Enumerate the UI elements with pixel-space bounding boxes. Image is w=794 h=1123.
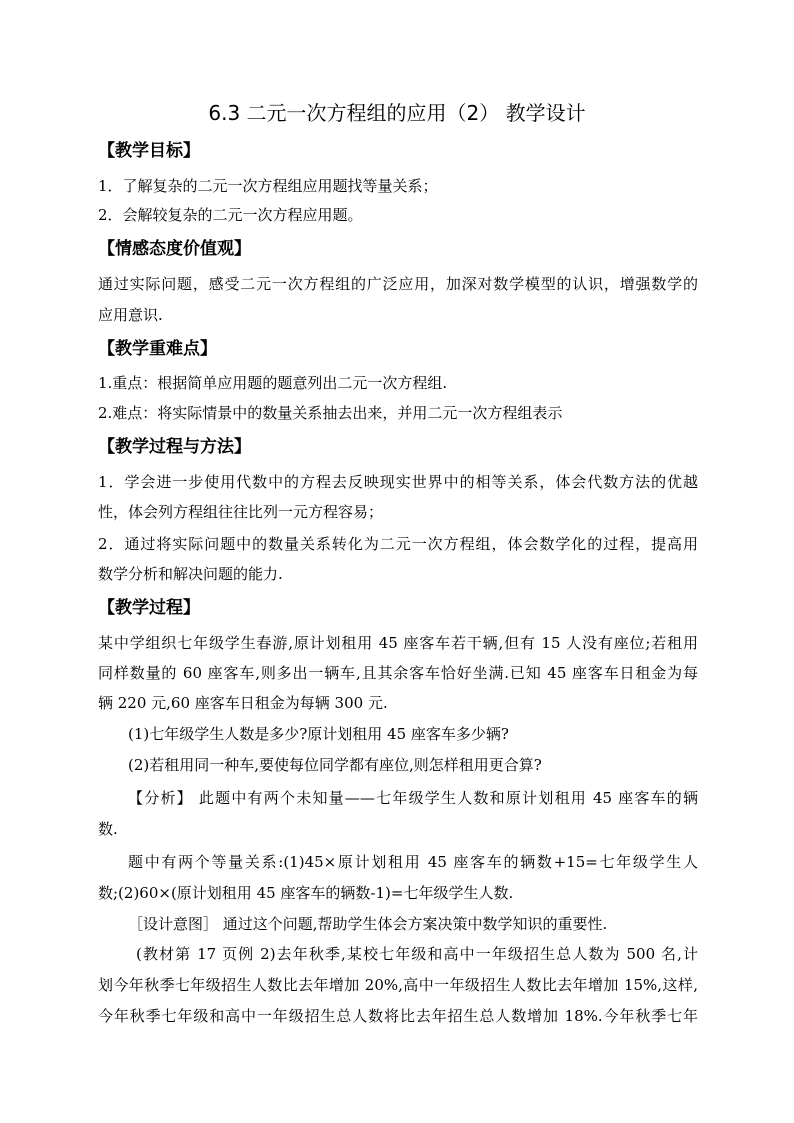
page-title: 6.3 二元一次方程组的应用（2） 教学设计 — [208, 101, 586, 125]
heading-emotion: 【情感态度价值观】 — [98, 239, 251, 259]
paragraph-line-text: 某中学组织七年级学生春游,原计划租用 45 座客车若干辆,但有 15 人没有座位;若租用 — [98, 634, 698, 652]
goal-item: 1．了解复杂的二元一次方程组应用题找等量关系； — [98, 177, 438, 195]
heading-goals: 【教学目标】 — [98, 141, 200, 161]
goal-item: 2．会解较复杂的二元一次方程应用题。 — [98, 206, 363, 224]
paragraph-line: 数学分析和解决问题的能力. — [98, 565, 283, 583]
paragraph-line: 性，体会列方程组往往比列一元方程容易； — [98, 503, 384, 521]
paragraph-line: 辆 220 元,60 座客车日租金为每辆 300 元. — [98, 694, 388, 712]
question-item: (2)若租用同一种车,要使每位同学都有座位,则怎样租用更合算? — [128, 756, 542, 774]
keypoint-item: 1.重点：根据简单应用题的题意列出二元一次方程组. — [98, 374, 448, 392]
paragraph-line — [98, 472, 698, 492]
paragraph-line-text: 2．通过将实际问题中的数量关系转化为二元一次方程组，体会数学化的过程，提高用 — [98, 535, 698, 553]
design-intent: ［设计意图］ 通过这个问题,帮助学生体会方案决策中数学知识的重要性. — [128, 915, 608, 933]
example-line-text: 今年秋季七年级和高中一年级招生总人数将比去年招生总人数增加 18%.今年秋季七年 — [98, 1007, 698, 1025]
heading-keypoints: 【教学重难点】 — [98, 339, 217, 359]
paragraph-line-text: 1．学会进一步使用代数中的方程去反映现实世界中的相等关系，体会代数方法的优越 — [98, 473, 698, 491]
example-line-text: (教材第 17 页例 2)去年秋季,某校七年级和高中一年级招生总人数为 500 名,计 — [136, 945, 698, 963]
question-item: (1)七年级学生人数是多少?原计划租用 45 座客车多少辆? — [128, 725, 509, 743]
paragraph-line — [98, 534, 698, 554]
heading-process: 【教学过程】 — [98, 598, 200, 618]
analysis-line — [128, 788, 698, 808]
example-line — [98, 975, 698, 995]
paragraph-line — [98, 663, 698, 683]
example-line — [98, 1006, 698, 1026]
equation-line-text: 题中有两个等量关系:(1)45×原计划租用 45 座客车的辆数+15=七年级学生人 — [128, 853, 698, 871]
paragraph-line — [98, 633, 698, 653]
heading-methods: 【教学过程与方法】 — [98, 437, 251, 457]
keypoint-item: 2.难点：将实际情景中的数量关系抽去出来，并用二元一次方程组表示 — [98, 404, 563, 422]
paragraph-line — [98, 274, 698, 294]
equation-line — [128, 852, 698, 872]
paragraph-line: 应用意识. — [98, 306, 163, 324]
paragraph-line-text: 通过实际问题，感受二元一次方程组的广泛应用，加深对数学模型的认识，增强数学的 — [98, 275, 698, 293]
equation-line: 数;(2)60×(原计划租用 45 座客车的辆数-1)=七年级学生人数. — [98, 884, 514, 902]
example-line — [136, 944, 698, 964]
analysis-line-text: 【分析】 此题中有两个未知量——七年级学生人数和原计划租用 45 座客车的辆 — [128, 789, 698, 807]
example-line-text: 划今年秋季七年级招生人数比去年增加 20%,高中一年级招生人数比去年增加 15%,这样, — [98, 976, 698, 994]
analysis-line: 数. — [98, 820, 118, 838]
paragraph-line-text: 同样数量的 60 座客车,则多出一辆车,且其余客车恰好坐满.已知 45 座客车日租金为每 — [98, 664, 698, 682]
